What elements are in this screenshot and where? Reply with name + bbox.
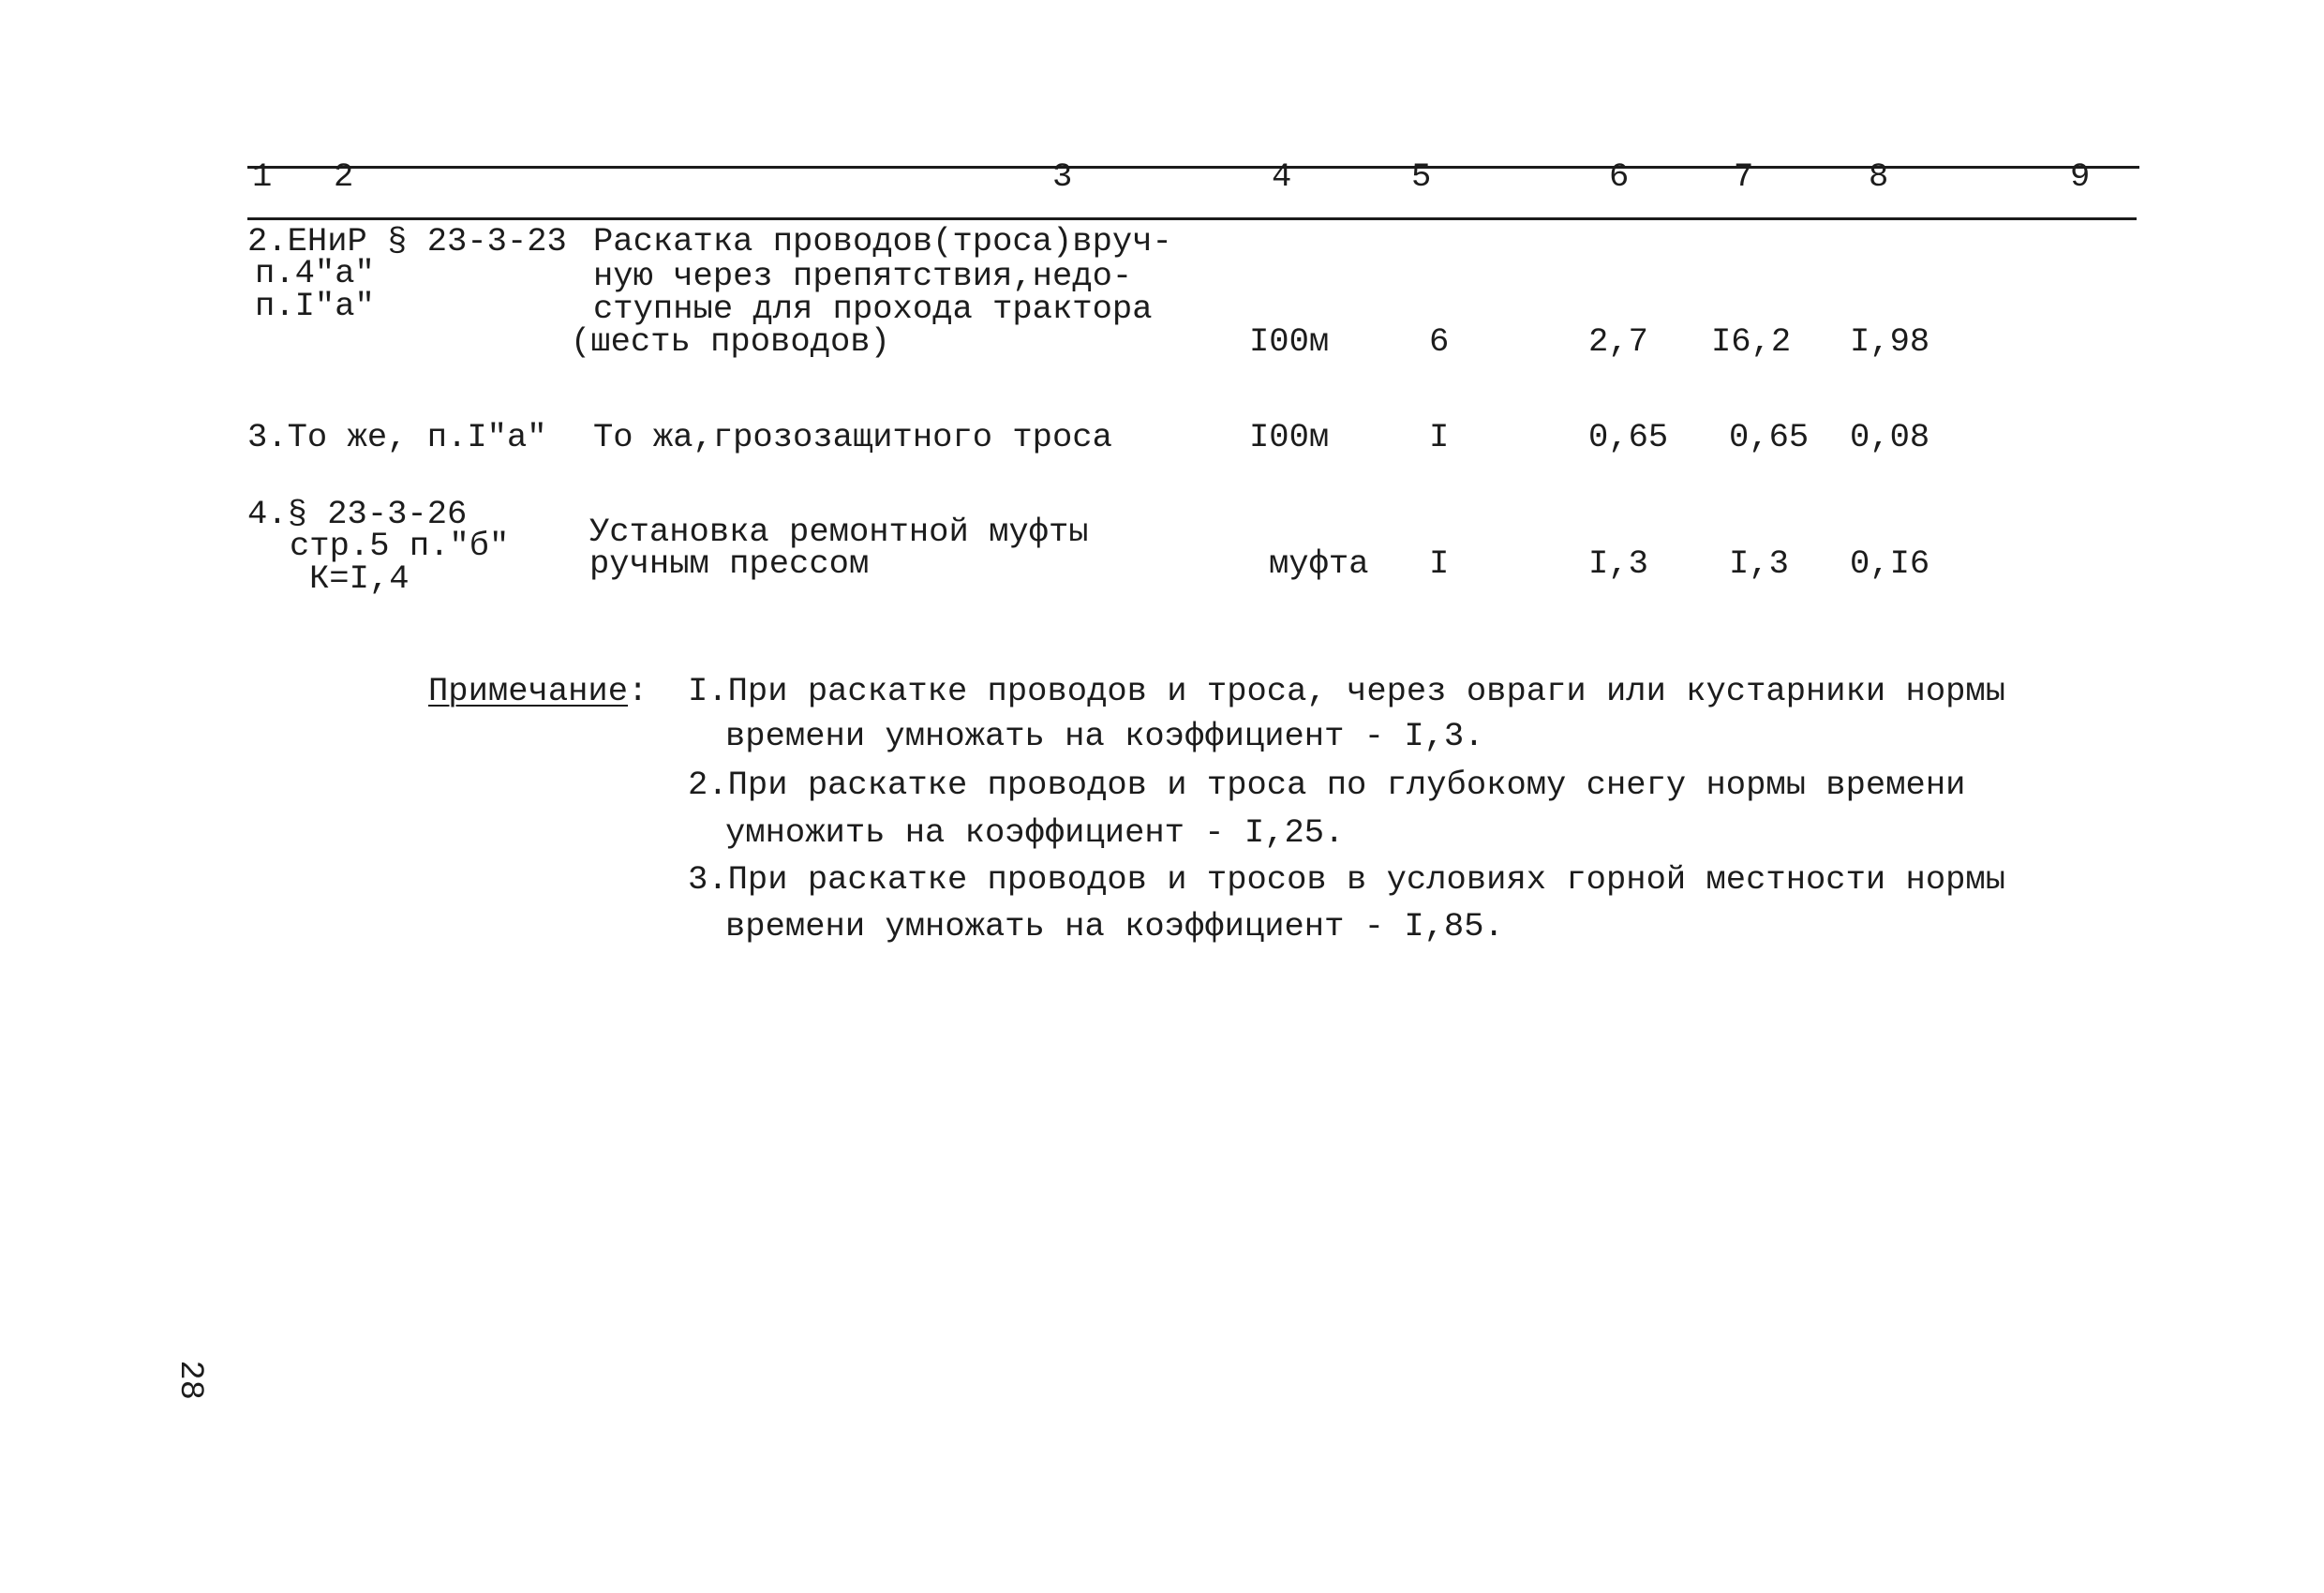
- row-col7: I,3: [1729, 544, 1789, 583]
- row-reference: 3.То же, п.I"а": [247, 418, 547, 456]
- row-col7: 0,65: [1729, 418, 1810, 456]
- column-number: 5: [1411, 157, 1432, 196]
- row-col8: 0,08: [1850, 418, 1930, 456]
- notes-label-text: Примечание: [428, 672, 629, 710]
- column-number: 6: [1609, 157, 1630, 196]
- column-number: 4: [1272, 157, 1292, 196]
- note-line: I.При раскатке проводов и троса, через овраги или кустарники нормы: [688, 672, 2006, 710]
- row-reference: стр.5 п."б": [290, 527, 510, 565]
- row-col6: I,3: [1588, 544, 1648, 583]
- note-line: времени умножать на коэффициент - I,3.: [725, 717, 1484, 755]
- row-description: ступные для прохода трактора: [593, 290, 1153, 328]
- row-quantity: I: [1429, 544, 1450, 583]
- row-description: ную через препятствия,недо-: [593, 257, 1133, 295]
- header-top-rule: [247, 166, 2139, 169]
- row-unit: I00м: [1249, 322, 1330, 361]
- column-number: 9: [2070, 157, 2091, 196]
- row-description: Установка ремонтной муфты: [589, 513, 1089, 551]
- column-number: 3: [1052, 157, 1073, 196]
- row-col8: 0,I6: [1850, 544, 1930, 583]
- row-reference: 2.ЕНиР § 23-3-23: [247, 222, 567, 261]
- column-number: 1: [252, 157, 273, 196]
- row-description: ручным прессом: [589, 544, 870, 583]
- row-quantity: 6: [1429, 322, 1450, 361]
- column-number: 7: [1734, 157, 1754, 196]
- column-number: 2: [334, 157, 354, 196]
- row-description: То жа,грозозащитного троса: [593, 418, 1112, 456]
- row-reference: п.4"а": [255, 254, 375, 292]
- note-line: умножить на коэффициент - I,25.: [725, 813, 1345, 852]
- row-reference: К=I,4: [309, 559, 410, 598]
- note-line: 3.При раскатке проводов и тросов в условиях горной местности нормы: [688, 860, 2006, 899]
- row-description: Раскатка проводов(троса)вруч-: [593, 222, 1172, 261]
- note-line: времени умножать на коэффициент - I,85.: [725, 907, 1504, 945]
- page-number: 28: [171, 1360, 211, 1401]
- row-quantity: I: [1429, 418, 1450, 456]
- row-col7: I6,2: [1711, 322, 1792, 361]
- row-col6: 0,65: [1588, 418, 1669, 456]
- note-line: 2.При раскатке проводов и троса по глубокому снегу нормы времени: [688, 766, 1966, 804]
- row-reference: 4.§ 23-3-26: [247, 495, 468, 533]
- notes-label-colon: :: [628, 672, 648, 710]
- row-col8: I,98: [1850, 322, 1930, 361]
- row-description: (шесть проводов): [571, 322, 890, 361]
- notes-label: [428, 672, 648, 710]
- header-bottom-rule: [247, 217, 2137, 220]
- row-col6: 2,7: [1588, 322, 1648, 361]
- column-number: 8: [1869, 157, 1889, 196]
- row-unit: I00м: [1249, 418, 1330, 456]
- row-unit: муфта: [1269, 544, 1369, 583]
- row-reference: п.I"а": [255, 287, 375, 325]
